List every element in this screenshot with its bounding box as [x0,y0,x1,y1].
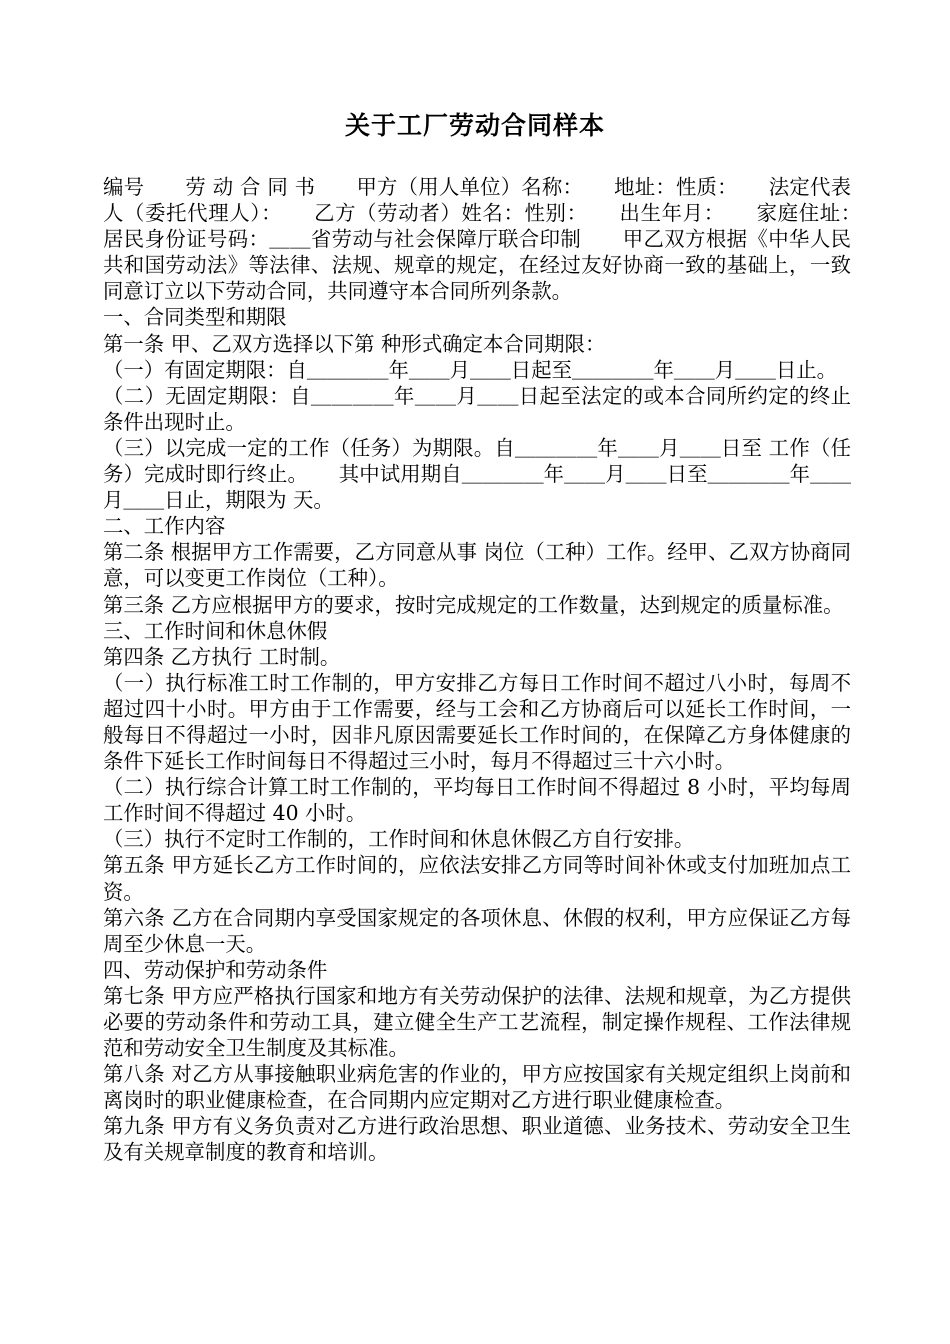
article-4-item-1: （一）执行标准工时工作制的，甲方安排乙方每日工作时间不超过八小时，每周不超过四十小时。甲方由于工作需要，经与工会和乙方协商后可以延长工作时间，一般每日不得超过一小时，因非凡原因需要延长工作时间的，在保障乙方身体健康的条件下延长工作时间每日不得超过三小时，每月不得超过三十六小时。 [103,670,851,774]
article-2: 第二条 根据甲方工作需要，乙方同意从事 岗位（工种）工作。经甲、乙双方协商同意，可以变更工作岗位（工种）。 [103,540,851,591]
section-heading-work-hours: 三、工作时间和休息休假 [103,618,328,643]
section-heading-contract-type: 一、合同类型和期限 [103,305,287,330]
article-1-option-1: （一）有固定期限：自＿＿＿＿年＿＿月＿＿日起至＿＿＿＿年＿＿月＿＿日止。 [103,357,838,382]
article-4-item-3: （三）执行不定时工作制的，工作时间和休息休假乙方自行安排。 [103,827,695,852]
article-1: 第一条 甲、乙双方选择以下第 种形式确定本合同期限： [103,331,606,356]
section-heading-work-content: 二、工作内容 [103,514,226,539]
article-6: 第六条 乙方在合同期内享受国家规定的各项休息、休假的权利，甲方应保证乙方每周至少休息一天。 [103,905,851,956]
article-3: 第三条 乙方应根据甲方的要求，按时完成规定的工作数量，达到规定的质量标准。 [103,592,844,617]
contract-header-paragraph: 编号 劳 动 合 同 书 甲方（用人单位）名称： 地址：性质： 法定代表人（委托代理人）： 乙方（劳动者）姓名：性别： 出生年月： 家庭住址： 居民身份证号码：＿＿省劳动与社会保障厅联合印制 甲乙双方根据《中华人民共和国劳动法》等法律、法规、规章的规定，在经过友好协商一致的基础上，一致同意订立以下劳动合同，共同遵守本合同所列条款。 [103,175,892,304]
section-heading-labor-protection: 四、劳动保护和劳动条件 [103,957,328,982]
article-9: 第九条 甲方有义务负责对乙方进行政治思想、职业道德、业务技术、劳动安全卫生及有关规章制度的教育和培训。 [103,1114,851,1165]
article-1-option-2: （二）无固定期限：自＿＿＿＿年＿＿月＿＿日起至法定的或本合同所约定的终止条件出现时止。 [103,383,851,434]
article-5: 第五条 甲方延长乙方工作时间的，应依法安排乙方同等时间补休或支付加班加点工资。 [103,853,851,904]
article-7: 第七条 甲方应严格执行国家和地方有关劳动保护的法律、法规和规章，为乙方提供必要的劳动条件和劳动工具，建立健全生产工艺流程，制定操作规程、工作法律规范和劳动安全卫生制度及其标准。 [103,983,851,1061]
document-title: 关于工厂劳动合同样本 [344,111,605,140]
article-1-option-3: （三）以完成一定的工作（任务）为期限。自＿＿＿＿年＿＿月＿＿日至 工作（任务）完成时即行终止。 其中试用期自＿＿＿＿年＿＿月＿＿日至＿＿＿＿年＿＿月＿＿日止，期限为 天。 [103,435,851,513]
article-4-item-2: （二）执行综合计算工时工作制的，平均每日工作时间不得超过 8 小时，平均每周工作时间不得超过 40 小时。 [103,775,851,826]
article-8: 第八条 对乙方从事接触职业病危害的作业的，甲方应按国家有关规定组织上岗前和离岗时的职业健康检查，在合同期内应定期对乙方进行职业健康检查。 [103,1062,851,1113]
document-body [103,174,892,1166]
article-4: 第四条 乙方执行 工时制。 [103,644,341,669]
